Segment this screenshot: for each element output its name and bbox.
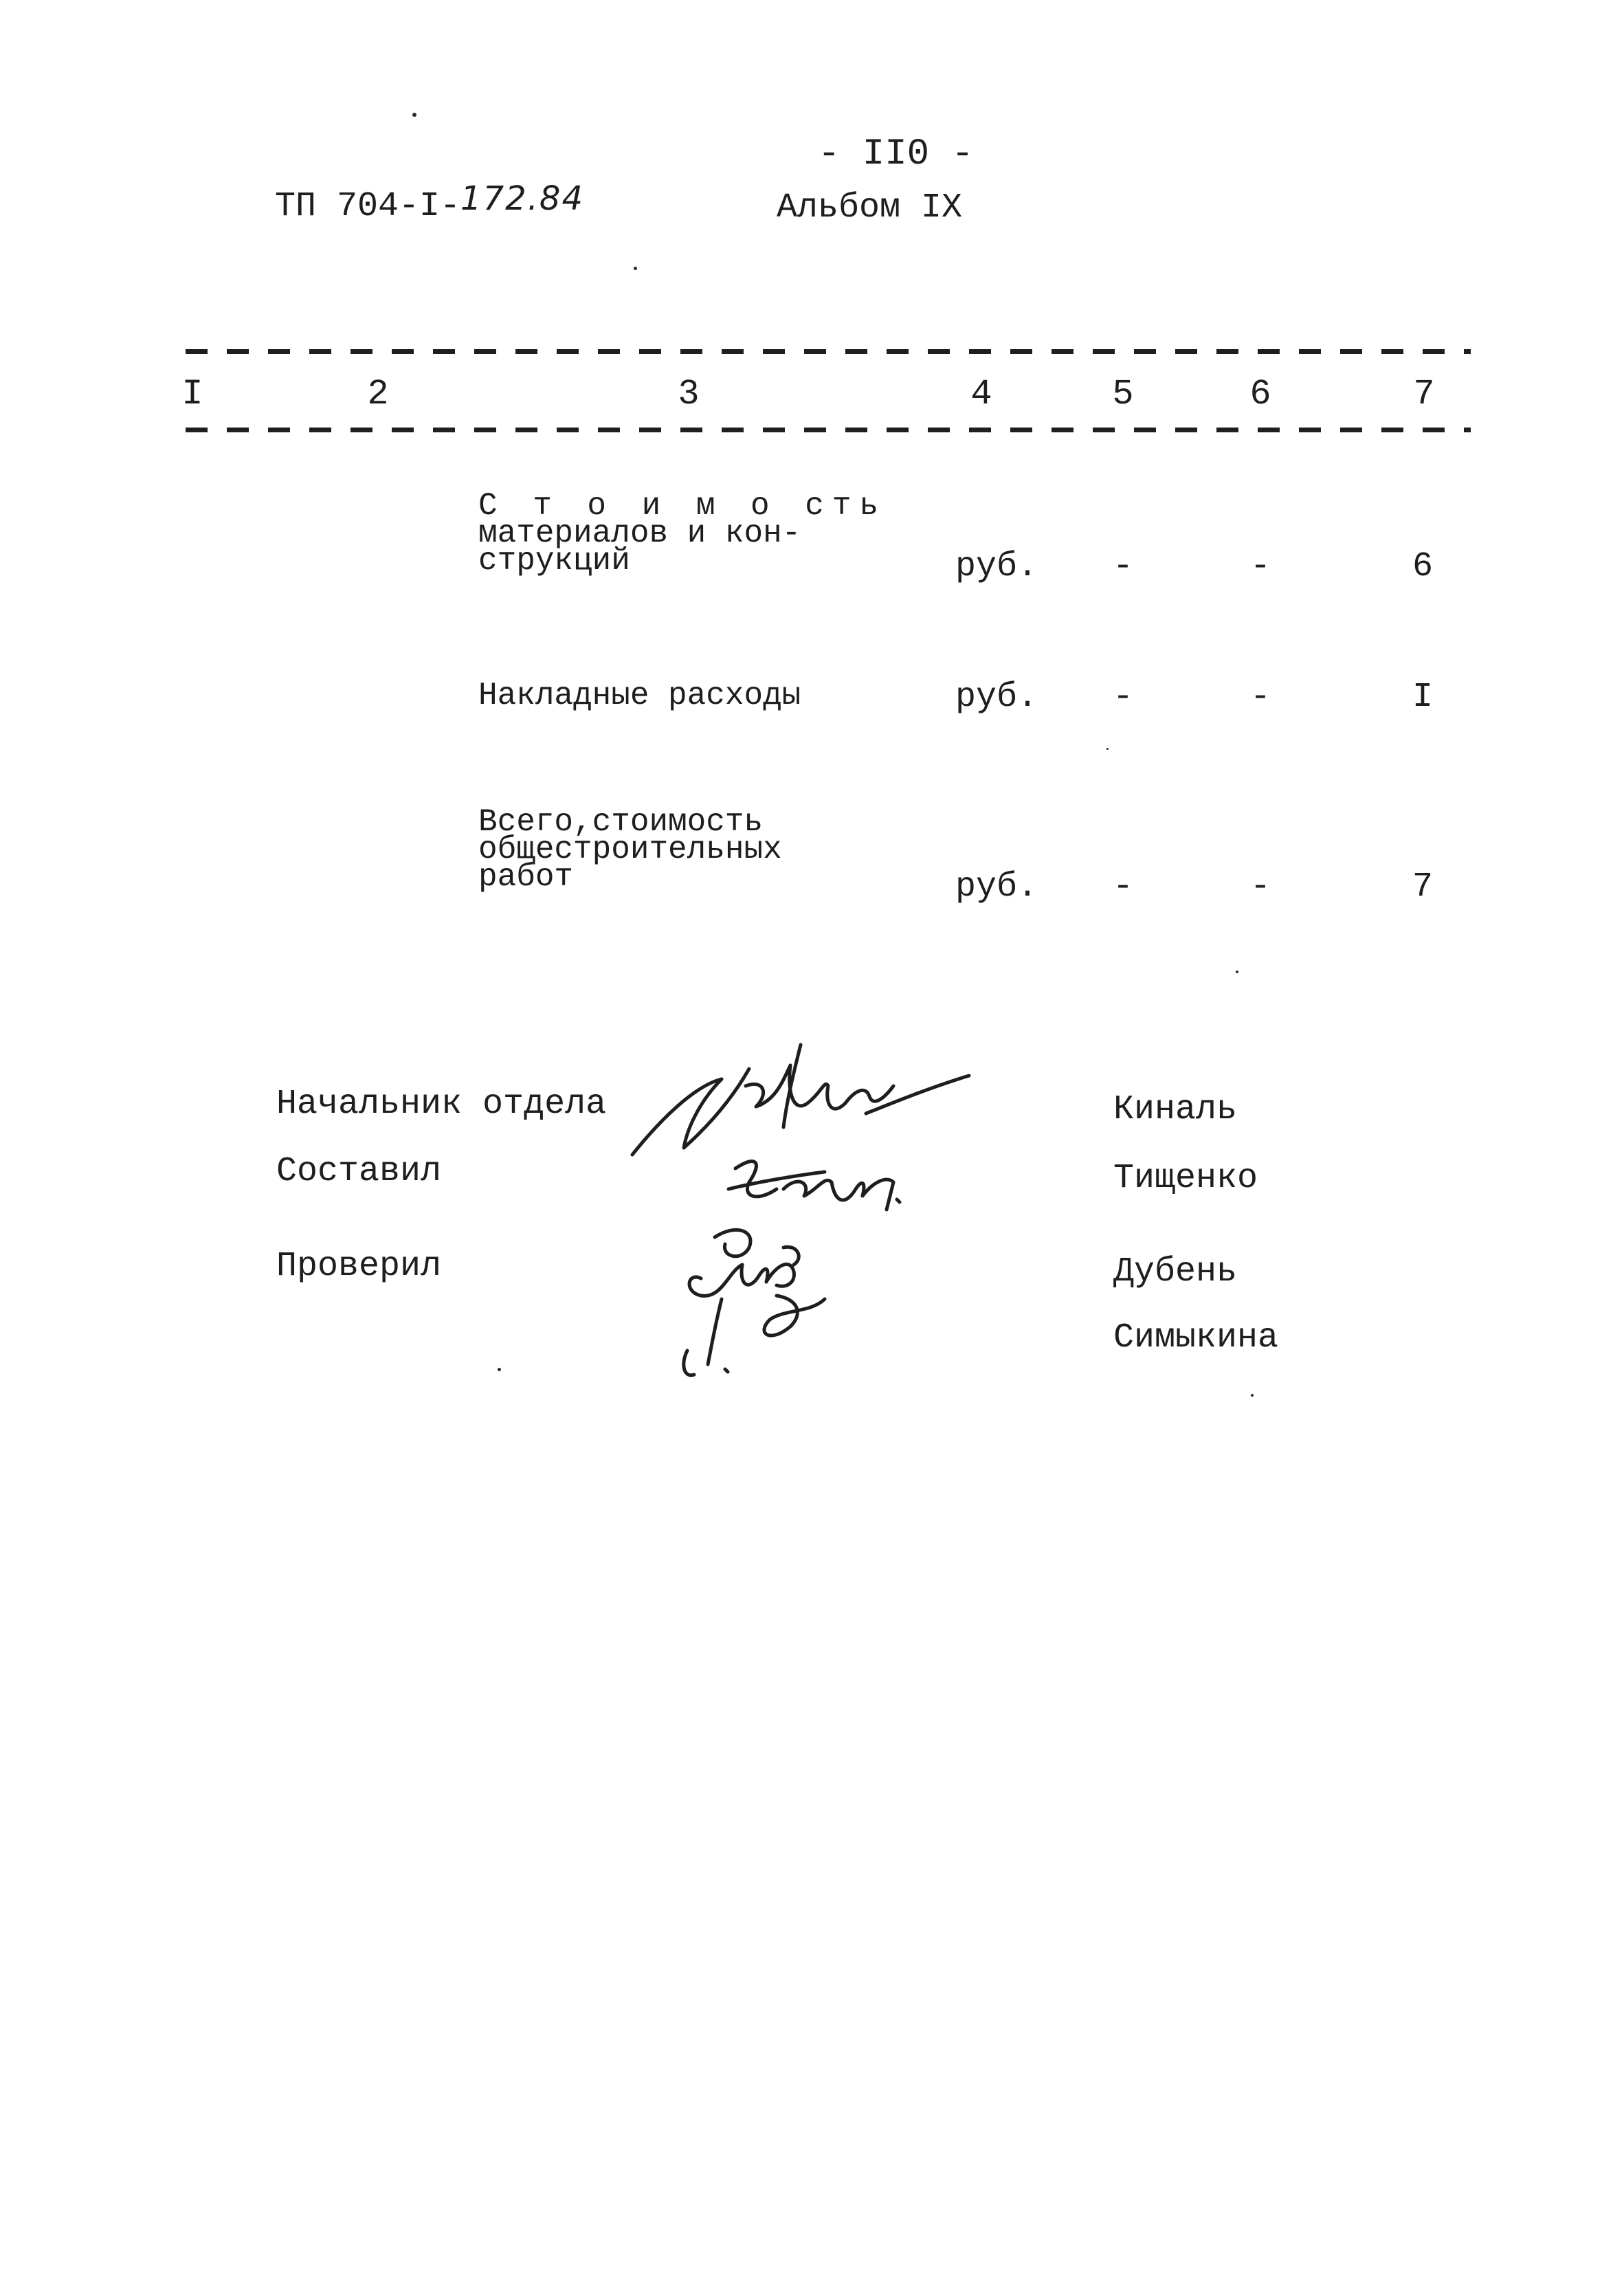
page-number: - II0 - [818, 133, 974, 175]
column-header-2: 2 [367, 374, 389, 414]
table-cell-col5: - [1112, 547, 1133, 586]
column-header-7: 7 [1413, 374, 1435, 414]
scan-speck [1106, 748, 1109, 750]
row-name-line: Накладные расходы [478, 678, 801, 713]
signature-name-1: Киналь [1113, 1090, 1238, 1129]
table-cell-col7: 6 [1412, 547, 1433, 586]
document-code-typed: ТП 704-I- [275, 187, 461, 226]
signature-name-4: Симыкина [1113, 1318, 1279, 1357]
row-name-line: струкций [478, 543, 630, 579]
signature-role-head: Начальник отдела [276, 1085, 607, 1124]
column-header-3: 3 [678, 374, 700, 414]
document-code-handwritten: 172.84 [460, 179, 584, 218]
table-cell-unit: руб. [955, 547, 1038, 586]
table-cell-col6: - [1249, 867, 1271, 907]
row-name-line: Всего,стоимость [478, 804, 764, 840]
row-name-line: работ [478, 859, 574, 895]
table-header-rule [186, 428, 1471, 432]
document-code [275, 179, 584, 226]
table-cell-unit: руб. [955, 678, 1038, 717]
album-label: Альбом IX [777, 188, 963, 228]
scan-speck [498, 1368, 501, 1371]
scan-speck [1251, 1394, 1254, 1397]
table-cell-unit: руб. [955, 867, 1038, 907]
table-cell-col6: - [1249, 678, 1271, 717]
table-row-name [478, 804, 782, 895]
column-header-1: I [181, 374, 203, 414]
signature-role-checked: Проверил [276, 1247, 442, 1286]
table-row-name [478, 488, 887, 579]
handwritten-signature-3 [674, 1217, 852, 1382]
table-cell-col5: - [1112, 867, 1133, 907]
table-row-name [478, 678, 801, 713]
column-header-4: 4 [970, 374, 992, 414]
table-cell-col5: - [1112, 678, 1133, 717]
table-cell-col7: 7 [1412, 867, 1433, 907]
row-name-line: С т о и м о сть [478, 488, 887, 524]
scan-speck [1236, 971, 1238, 973]
signature-role-compiled: Составил [276, 1152, 442, 1191]
row-name-line: материалов и кон- [478, 515, 801, 551]
handwritten-signature-2 [715, 1141, 921, 1223]
row-name-line: общестроительных [478, 832, 782, 867]
scan-speck [412, 113, 416, 117]
signature-name-3: Дубень [1113, 1252, 1238, 1291]
table-cell-col7: I [1412, 678, 1433, 717]
column-header-5: 5 [1112, 374, 1134, 414]
scan-speck [634, 267, 637, 270]
signature-name-2: Тищенко [1113, 1159, 1258, 1198]
column-header-6: 6 [1249, 374, 1271, 414]
table-cell-col6: - [1249, 547, 1271, 586]
table-top-rule [186, 349, 1471, 354]
